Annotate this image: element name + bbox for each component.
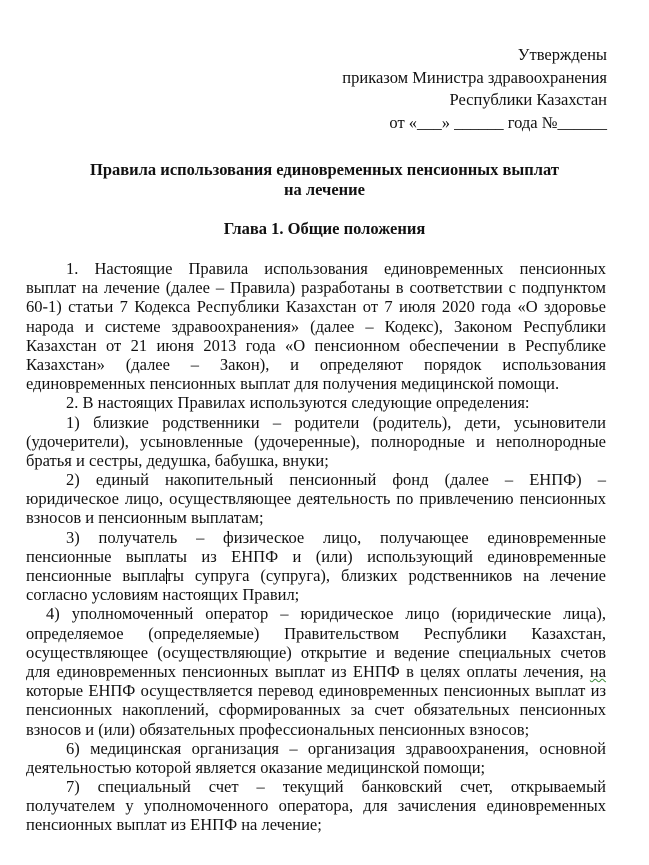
text-line-with-caret[interactable] xyxy=(26,566,606,585)
approval-line: приказом Министра здравоохранения xyxy=(342,67,607,87)
text-line: 4) уполномоченный оператор – юридическое лицо (юридические лица), xyxy=(46,604,606,624)
text-line: 7) специальный счет – текущий банковский счет, открываемый xyxy=(66,777,606,797)
approval-line: от «___» ______ года №______ xyxy=(389,112,607,132)
text-line: выплат на лечение (далее – Правила) разработаны в соответствии с подпунктом xyxy=(26,278,606,298)
approval-line: Утверждены xyxy=(517,45,607,64)
chapter-heading: Глава 1. Общие положения xyxy=(223,219,426,238)
text-line: (удочерители), усыновленные (удочеренные), полнородные и неполнородные xyxy=(26,431,606,451)
text-line: пенсионных выплат из ЕНПФ на лечение; xyxy=(26,815,322,835)
text-line: получателем у уполномоченного оператора, для зачисления единовременных xyxy=(26,796,606,816)
text-line xyxy=(26,662,606,681)
text-line: взносов и (или) обязательных профессиональных пенсионных взносов; xyxy=(26,719,530,739)
text-line: 2) единый накопительный пенсионный фонд (далее – ЕНПФ) – xyxy=(66,470,606,490)
text-line: Казахстан от 21 июня 2013 года «О пенсионном обеспечении в Республике xyxy=(26,335,606,355)
document-body[interactable] xyxy=(26,259,606,835)
text-line: народа и системе здравоохранения» (далее – Кодекс), Законом Республики xyxy=(26,316,606,336)
caret-text-before: пенсионные выпла xyxy=(26,566,166,585)
text-line: 1. Настоящие Правила использования единовременных пенсионных xyxy=(66,259,606,278)
text-line: единовременных пенсионных выплат для получения медицинской помощи. xyxy=(26,374,560,394)
text-line: которые ЕНПФ осуществляется перевод единовременных пенсионных выплат из xyxy=(26,681,606,701)
approval-line: Республики Казахстан xyxy=(449,90,607,109)
text-line: деятельностью которой является оказание медицинской помощи; xyxy=(26,757,486,777)
text-line: Казахстан» (далее – Закон), и определяют порядок использования xyxy=(26,354,606,374)
text-line: 1) близкие родственники – родители (родитель), дети, усыновители xyxy=(66,412,606,432)
text-line: пенсионных накоплений, сформированных за счет обязательных пенсионных xyxy=(26,700,606,720)
text-line: 2. В настоящих Правилах используются следующие определения: xyxy=(66,393,530,413)
approval-block xyxy=(342,44,607,134)
text-line: 6) медицинская организация – организация здравоохранения, основной xyxy=(66,738,606,758)
title-line: Правила использования единовременных пенсионных выплат xyxy=(90,160,559,179)
text-line: 3) получатель – физическое лицо, получающее единовременные xyxy=(66,527,606,547)
spellcheck-flagged-word[interactable]: на xyxy=(589,661,607,681)
text-line: юридическое лицо, осуществляющее деятельность по привлечению пенсионных xyxy=(26,489,606,509)
text-line: 60-1) статьи 7 Кодекса Республики Казахстан от 7 июля 2020 года «О здоровье xyxy=(26,297,606,317)
text-line: взносов и пенсионным выплатам; xyxy=(26,508,264,528)
text-line: пенсионные выплаты из ЕНПФ и (или) использующий единовременные xyxy=(26,546,606,566)
document-title xyxy=(0,160,649,200)
text-line: определяемое (определяемые) Правительством Республики Казахстан, xyxy=(26,623,606,643)
text-line: братья и сестры, дедушка, бабушка, внуки; xyxy=(26,450,329,470)
text-line: согласно условиям настоящих Правил; xyxy=(26,585,300,605)
title-line: на лечение xyxy=(283,180,366,199)
caret-text-after: ты супруга (супруга), близких родственников на лечение xyxy=(165,566,606,585)
text-line: осуществляющее (осуществляющие) открытие и ведение специальных счетов xyxy=(26,642,606,662)
text-fragment: для единовременных пенсионных выплат из ЕНПФ в целях оплаты лечения, xyxy=(26,661,584,681)
